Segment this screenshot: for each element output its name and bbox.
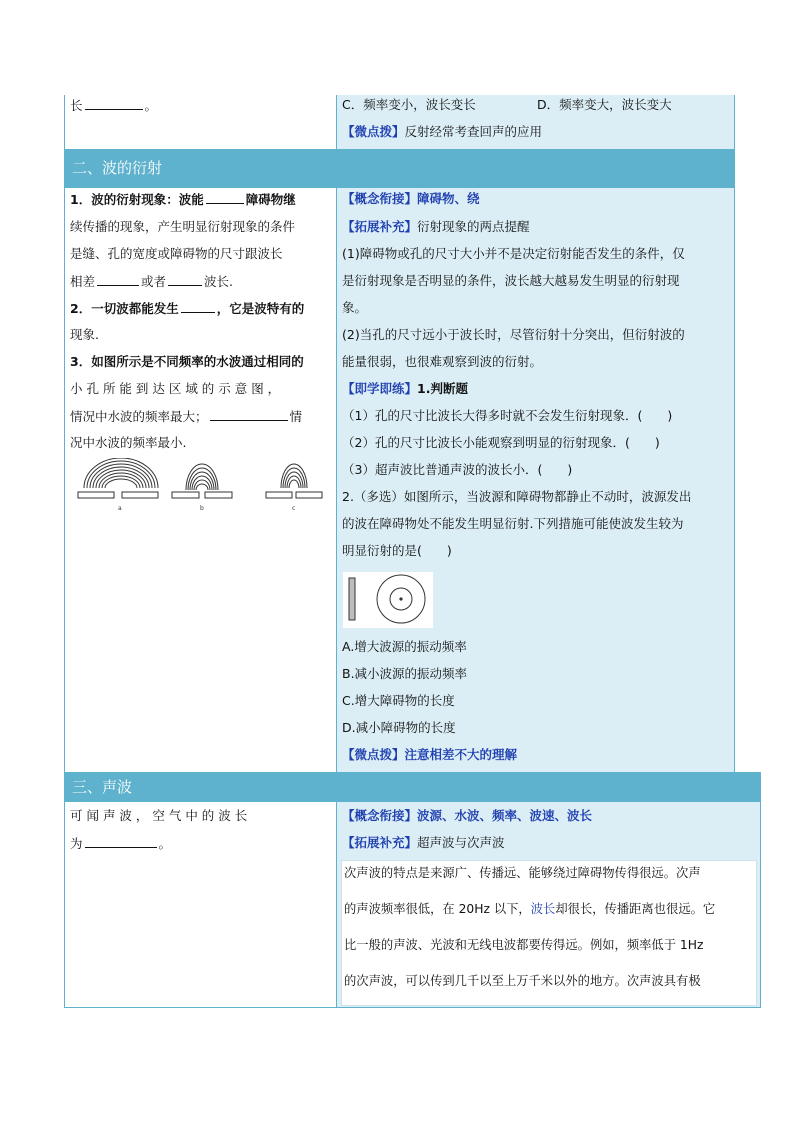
extension-note: 【拓展补充】衍射现象的两点提醒	[342, 219, 530, 234]
infrasound-line1: 次声波的特点是来源广、传播远、能够绕过障碍物传得很远。次声	[344, 866, 701, 880]
diffraction-p3-line4: 况中水波的频率最小.	[70, 435, 187, 450]
answer-blank[interactable]	[181, 301, 215, 313]
infrasound-line4: 的次声波，可以传到几千以至上万千米以外的地方。次声波具有极	[344, 974, 701, 988]
diffraction-p1-line1: 1．波的衍射现象：波能 障碍物继	[70, 192, 296, 207]
figure-a	[78, 458, 158, 498]
judge-question-1: （1）孔的尺寸比波长大得多时就不会发生衍射现象．( )	[342, 408, 673, 423]
drill-heading: 【即学即练】1.判断题	[342, 381, 468, 396]
note-line-2: 是衍射现象是否明显的条件，波长越大越易发生明显的衍射现	[342, 273, 680, 288]
note-line-1: (1)障碍物或孔的尺寸大小并不是决定衍射能否发生的条件，仅	[342, 246, 685, 261]
note-line-4: (2)当孔的尺寸远小于波长时，尽管衍射十分突出，但衍射波的	[342, 327, 685, 342]
answer-blank[interactable]	[97, 274, 139, 286]
concept-link: 【概念衔接】障碍物、绕	[342, 191, 480, 206]
diffraction-p3-line2: 小 孔 所 能 到 达 区 域 的 示 意 图 ，	[70, 381, 281, 396]
option-c-diffraction: C.增大障碍物的长度	[342, 693, 455, 708]
judge-question-2: （2）孔的尺寸比波长小能观察到明显的衍射现象．( )	[342, 435, 660, 450]
note-line-5: 能量很弱，也很难观察到波的衍射。	[342, 354, 543, 369]
answer-blank[interactable]	[206, 192, 244, 204]
answer-blank[interactable]	[85, 98, 143, 110]
answer-blank[interactable]	[168, 274, 202, 286]
tip-line-diffraction: 【微点拨】注意相差不大的理解	[342, 747, 518, 762]
sound-left-line1: 可 闻 声 波 ， 空 气 中 的 波 长	[70, 808, 248, 823]
multi-question-line2: 的波在障碍物处不能发生明显衍射.下列措施可能使波发生较为	[342, 516, 684, 531]
answer-blank[interactable]	[85, 836, 157, 848]
answer-blank[interactable]	[210, 409, 288, 421]
wave-source-figure	[343, 572, 433, 628]
tip-line-top: 【微点拨】反射经常考查回声的应用	[342, 124, 543, 139]
judge-question-3: （3）超声波比普通声波的波长小．( )	[342, 462, 573, 477]
figure-label-a: a	[118, 505, 122, 512]
option-d: D．频率变大，波长变大	[537, 97, 672, 112]
section-heading-sound: 三、声波	[72, 778, 133, 796]
diffraction-p2-line1: 2．一切波都能发生 ，它是波特有的	[70, 301, 305, 316]
top-left-text: 长 。	[70, 98, 158, 113]
sound-concept-link: 【概念衔接】波源、水波、频率、波速、波长	[342, 808, 593, 823]
diffraction-p2-line2: 现象.	[70, 327, 99, 342]
sound-left-line2: 为 。	[70, 836, 172, 851]
section-heading-diffraction: 二、波的衍射	[72, 159, 163, 177]
diffraction-p1-line4: 相差 或者 波长.	[70, 274, 234, 289]
option-d-diffraction: D.减小障碍物的长度	[342, 720, 456, 735]
infrasound-line2: 的声波频率很低，在 20Hz 以下，波长却很长，传播距离也很远。它	[344, 902, 716, 916]
multi-question-line3: 明显衍射的是( )	[342, 543, 452, 558]
multi-question-line1: 2.（多选）如图所示，当波源和障碍物都静止不动时，波源发出	[342, 489, 692, 504]
option-a: A.增大波源的振动频率	[342, 639, 467, 654]
note-line-3: 象。	[342, 300, 368, 315]
diffraction-p1-line3: 是缝、孔的宽度或障碍物的尺寸跟波长	[70, 246, 283, 261]
figure-c	[266, 464, 322, 498]
option-b: B.减小波源的振动频率	[342, 666, 468, 681]
diffraction-p3-line3: 情况中水波的频率最大； 情	[70, 409, 303, 424]
diffraction-figure	[74, 458, 330, 514]
sound-extension-note: 【拓展补充】超声波与次声波	[342, 835, 505, 850]
infrasound-line3: 比一般的声波、光波和无线电波都要传得远。例如，频率低于 1Hz	[344, 938, 704, 952]
figure-label-c: c	[292, 505, 296, 512]
diffraction-p1-line2: 续传播的现象，产生明显衍射现象的条件	[70, 219, 296, 234]
option-c: C．频率变小，波长变长	[342, 97, 476, 112]
figure-b	[172, 464, 232, 498]
figure-label-b: b	[200, 505, 204, 512]
diffraction-p3-line1: 3．如图所示是不同频率的水波通过相同的	[70, 354, 304, 369]
